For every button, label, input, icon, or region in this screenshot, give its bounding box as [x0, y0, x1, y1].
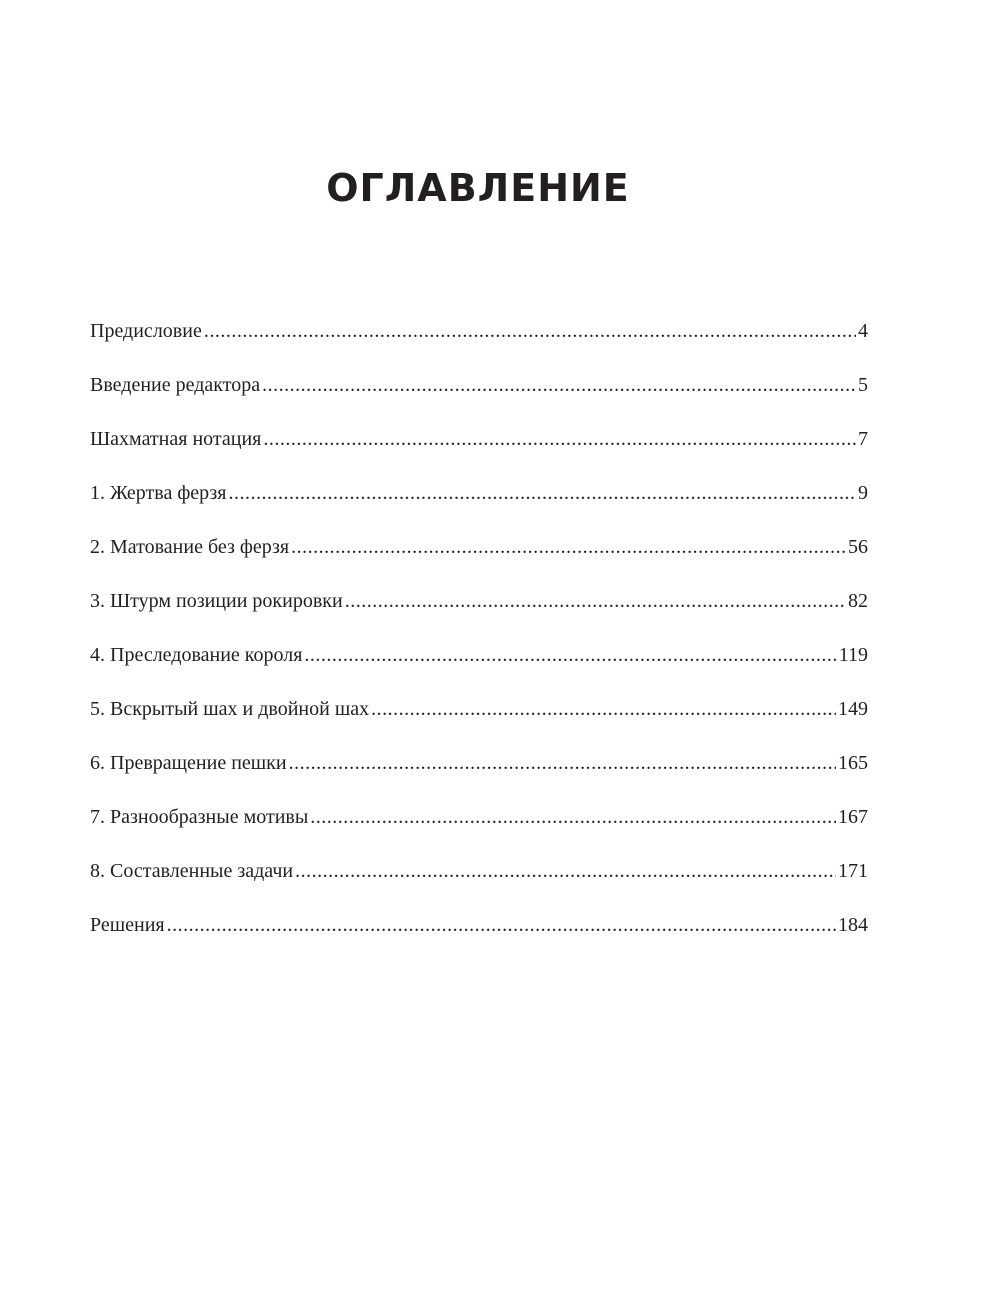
toc-entry-chapter-3[interactable] — [90, 586, 868, 640]
toc-entry-page: 149 — [838, 698, 868, 720]
dot-leader — [229, 478, 857, 508]
dot-leader — [345, 586, 846, 616]
dot-leader — [262, 370, 856, 400]
toc-entry-page: 7 — [858, 428, 868, 450]
toc-entry-label: 8. Составленные задачи — [90, 860, 294, 882]
toc-entry-label: 5. Вскрытый шах и двойной шах — [90, 698, 370, 720]
toc-entry-page: 4 — [858, 320, 868, 342]
toc-entry-chapter-6[interactable] — [90, 748, 868, 802]
toc-entry-label: Введение редактора — [90, 374, 261, 396]
toc-entry-page: 165 — [838, 752, 868, 774]
toc-entry-label: 6. Превращение пешки — [90, 752, 287, 774]
dot-leader — [167, 910, 836, 940]
dot-leader — [289, 748, 836, 778]
toc-entry-page: 119 — [838, 644, 868, 666]
toc-entry-label: 7. Разнообразные мотивы — [90, 806, 309, 828]
toc-entry-label: Решения — [90, 914, 165, 936]
toc-entry-page: 56 — [848, 536, 868, 558]
toc-entry-page: 184 — [838, 914, 868, 936]
toc-entry-label: Предисловие — [90, 320, 202, 342]
toc-entry-label: 1. Жертва ферзя — [90, 482, 227, 504]
toc-entry-chess-notation[interactable] — [90, 424, 868, 478]
dot-leader — [310, 802, 836, 832]
toc-entry-label: 2. Матование без ферзя — [90, 536, 290, 558]
toc-entry-chapter-4[interactable] — [90, 640, 868, 694]
toc-entry-label: Шахматная нотация — [90, 428, 262, 450]
dot-leader — [295, 856, 836, 886]
toc-entry-preface[interactable] — [90, 316, 868, 370]
dot-leader — [204, 316, 856, 346]
dot-leader — [263, 424, 856, 454]
dot-leader — [291, 532, 846, 562]
toc-entry-chapter-2[interactable] — [90, 532, 868, 586]
toc-entry-chapter-7[interactable] — [90, 802, 868, 856]
page-title: ОГЛАВЛЕНИЕ — [326, 166, 630, 210]
dot-leader — [371, 694, 836, 724]
toc-entry-solutions[interactable] — [90, 910, 868, 964]
toc-entry-chapter-8[interactable] — [90, 856, 868, 910]
toc-entry-chapter-1[interactable] — [90, 478, 868, 532]
toc-entry-page: 5 — [858, 374, 868, 396]
toc-entry-page: 9 — [858, 482, 868, 504]
toc-entry-page: 167 — [838, 806, 868, 828]
toc-entry-label: 4. Преследование короля — [90, 644, 303, 666]
toc-entry-page: 82 — [848, 590, 868, 612]
table-of-contents — [90, 316, 868, 964]
toc-entry-chapter-5[interactable] — [90, 694, 868, 748]
toc-entry-editor-intro[interactable] — [90, 370, 868, 424]
toc-entry-label: 3. Штурм позиции рокировки — [90, 590, 343, 612]
dot-leader — [304, 640, 836, 670]
toc-entry-page: 171 — [838, 860, 868, 882]
